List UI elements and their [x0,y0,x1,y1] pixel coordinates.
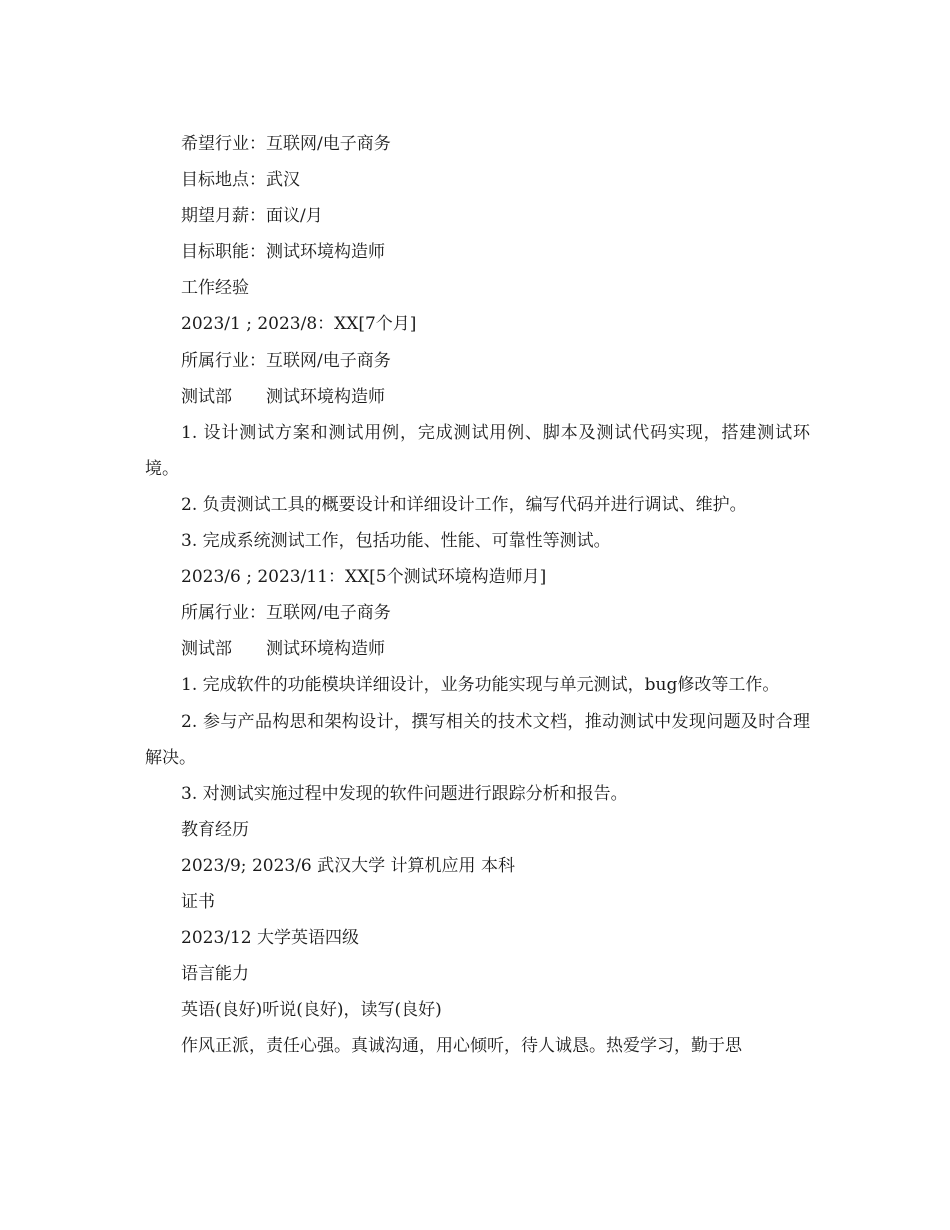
job-1-department-title: 测试部 测试环境构造师 [181,386,385,407]
expected-salary: 期望月薪：面议/月 [181,206,323,227]
job-1-duty-1: 1. 设计测试方案和测试用例，完成测试用例、脚本及测试代码实现，搭建测试环境。 [145,422,810,479]
section-heading-education: 教育经历 [181,819,249,840]
job-2-duty-1: 1. 完成软件的功能模块详细设计，业务功能实现与单元测试，bug修改等工作。 [181,675,780,696]
desired-industry: 希望行业：互联网/电子商务 [181,134,391,154]
education-entry: 2023/9; 2023/6 武汉大学 计算机应用 本科 [181,855,515,876]
resume-body [145,126,810,1064]
section-heading-certificates: 证书 [181,891,215,912]
job-2-industry: 所属行业：互联网/电子商务 [181,603,391,624]
job-2-period: 2023/6 ; 2023/11：XX[5个测试环境构造师月] [181,567,547,588]
job-1-duty-2: 2. 负责测试工具的概要设计和详细设计工作，编写代码并进行调试、维护。 [181,494,747,515]
section-heading-work-experience: 工作经验 [181,278,249,299]
job-2-duty-3: 3. 对测试实施过程中发现的软件问题进行跟踪分析和报告。 [181,783,628,804]
target-location: 目标地点：武汉 [181,170,300,191]
section-heading-language-skills: 语言能力 [181,964,249,985]
job-1-period: 2023/1 ; 2023/8：XX[7个月] [181,314,417,335]
language-entry: 英语(良好)听说(良好)，读写(良好) [181,1000,442,1021]
job-1-industry: 所属行业：互联网/电子商务 [181,350,391,371]
job-2-duty-2: 2. 参与产品构思和架构设计，撰写相关的技术文档，推动测试中发现问题及时合理解决。 [145,711,810,768]
target-function: 目标职能：测试环境构造师 [181,242,385,263]
job-2-department-title: 测试部 测试环境构造师 [181,639,385,660]
job-1-duty-3: 3. 完成系统测试工作，包括功能、性能、可靠性等测试。 [181,531,611,552]
self-evaluation: 作风正派，责任心强。真诚沟通，用心倾听，待人诚恳。热爱学习，勤于思 [181,1036,742,1057]
certificate-entry: 2023/12 大学英语四级 [181,928,360,949]
